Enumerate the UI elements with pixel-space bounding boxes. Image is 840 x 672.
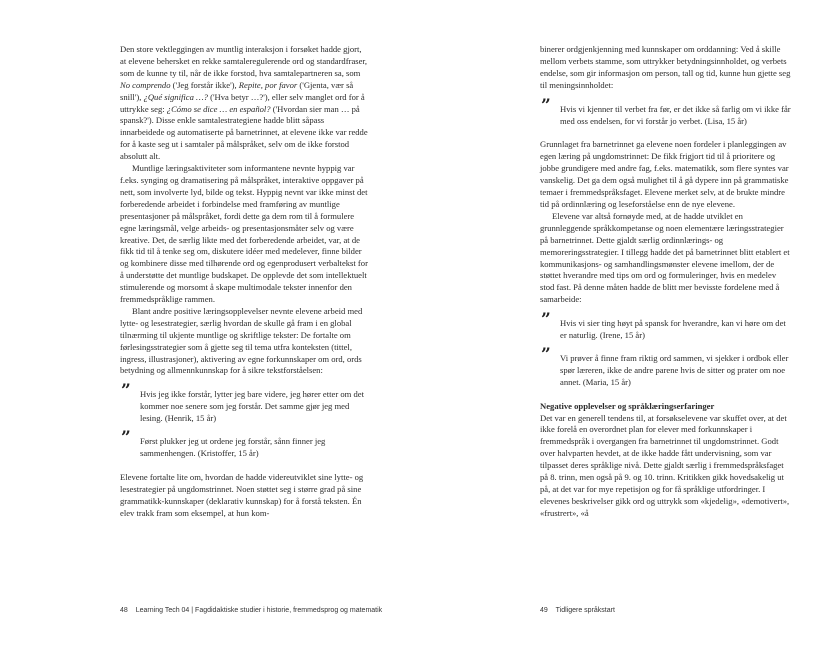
- quote-mark-icon: ”: [121, 428, 131, 449]
- left-text-column: [120, 44, 368, 520]
- right-page: [420, 0, 840, 672]
- quote-mark-icon: ”: [541, 310, 551, 331]
- quote-lisa: [540, 95, 792, 128]
- paragraph-2: Muntlige læringsaktiviteter som informantene nevnte hyppig var f.eks. synging og dramatisering på målspråket, interaktive oppgaver på nett, som involverte lyd, bilde og tekst. Hyppig nevnt var ikke minst det forberedende arbeidet i forbindelse med framføring av muntlige presentasjoner på målspråket, fordi dette ga dem rom til å formulere egne læringsmål, velge arbeids- og presentasjonsmåter selv og være kreative. Det, de særlig likte med det forberedende arbeidet, var, at de fikk tid til å tenke seg om, diskutere idéer med medelever, finne bilder og kombinere disse med tilhørende ord og egenprodusert verbaltekst for å understøtte det muntlige budskapet. De opplevde det som intellektuelt stimulerende og morsomt å skape multimodale tekster innenfor den fremmedspråklige rammen.: [120, 163, 368, 305]
- opening-paragraph: binerer ordgjenkjenning med kunnskaper om orddanning: Ved å skille mellom verbets stamme, som uttrykker betydningsinnholdet, og verbets endelse, som gir informasjon om person, tall og tid, kunne hun gjette seg til meningsinnholdet:: [540, 44, 791, 90]
- italic-phrase: Repite, por favor: [238, 79, 298, 90]
- italic-phrase: ¿Cómo se dice … en español?: [166, 103, 271, 114]
- quote-text: Først plukker jeg ut ordene jeg forstår, sånn finner jeg sammenhengen. (Kristoffer, 15 år): [140, 436, 326, 458]
- paragraph-grunnlaget: Grunnlaget fra barnetrinnet ga elevene noen fordeler i planleggingen av egen læring på ungdomstrinnet: De fikk frigjort tid til å prioritere og jobbe grundigere med andre fag, f.eks. matematikk, som flere syntes var vanskelig. Det ga dem også mulighet til å gå dypere inn på grammatiske temaer i fremmedspråksfaget. Elevene merket selv, at de brukte mindre tid på ordinnlæring og leseforståelse enn de nye elevene.: [540, 139, 789, 209]
- quote-text: Hvis vi kjenner til verbet fra før, er det ikke så farlig om vi ikke får med oss endelsen, for vi forstår jo verbet. (Lisa, 15 år): [560, 103, 791, 126]
- left-footer: [120, 607, 382, 614]
- closing-paragraph: Elevene fortalte lite om, hvordan de hadde videreutviklet sine lytte- og lesestrategier på ungdomstrinnet. Noen støttet seg i større grad på sine grammatikk-kunnskaper (deklarativ kunnskap) for å forstå teksten. Én elev trakk fram som eksempel, at hun kom-: [120, 471, 364, 518]
- right-text-column: [540, 44, 792, 520]
- quote-henrik: [120, 381, 368, 425]
- quote-mark-icon: ”: [541, 95, 551, 116]
- section-heading: Negative opplevelser og språklæringserfaringer: [540, 400, 715, 411]
- paragraph-3: Blant andre positive læringsopplevelser nevnte elevene arbeid med lytte- og lesestrategier, særlig hvordan de skulle gå fram i en global tilnærming til ukjente muntlige og skriftlige tekster: De fortalte om førlesingsstrategier som å gjette seg til tema utfra konteksten (tittel, ingress, illustrasjoner), aktivering av egne forkunnskaper om ord, ords betydning og allmennkunnskap for å sikre tekstforståelsen:: [120, 305, 363, 376]
- paragraph-1: Den store vektleggingen av muntlig interaksjon i forsøket hadde gjort, at elevene behersket en rekke samtaleregulerende ord og standardfraser, som de kunne ty til, når de ikke forstod, hva samtalepartneren sa, som No comprendo ('Jeg forstår ikke'), Repite, por favor ('Gjenta, vær så snill'), ¿Qué significa …? ('Hva betyr …?'), eller selv manglet ord for å uttrykke seg: ¿Cómo se dice … en español? ('Hvordan sier man … på spansk?'). Disse enkle samtalestrategiene hadde blitt såpass innarbeidede og automatiserte på barnetrinnet, at elevene ikke var redde for å kaste seg ut i samtaler på målspråket, selv om de ikke forstod absolutt alt.: [120, 44, 368, 162]
- quote-maria: [540, 344, 792, 389]
- quote-text: Hvis jeg ikke forstår, lytter jeg bare videre, jeg hører etter om det kommer noe senere som jeg forstår. Det samme gjør jeg med lesing. (Henrik, 15 år): [140, 389, 364, 424]
- quote-mark-icon: ”: [541, 344, 551, 365]
- italic-phrase: No comprendo: [120, 79, 171, 90]
- right-footer: [540, 607, 615, 614]
- running-title: Tidligere språkstart: [555, 607, 615, 614]
- paragraph-elevene: Elevene var altså fornøyde med, at de hadde utviklet en grunnleggende språkkompetanse og noen elementære læringsstrategier på barnetrinnet. Dette gjaldt særlig ordinnlærings- og memoreringsstrategier. I tillegg hadde det på barnetrinnet blitt etablert et kommunikasjons- og samhandlingsmønster elevene imellom, der de støttet hverandre med tips om ord og formuleringer, hvis en medelev stod fast. På denne måten hadde de blitt mer bevisste fordelene med å samarbeide:: [540, 210, 790, 305]
- quote-text: Hvis vi sier ting høyt på spansk for hverandre, kan vi høre om det er naturlig. (Irene, 15 år): [560, 318, 786, 341]
- page-number: 48: [120, 607, 128, 614]
- page-number: 49: [540, 607, 548, 614]
- quote-text: Vi prøver å finne fram riktig ord sammen, vi sjekker i ordbok eller spør læreren, ikke de andre parene hvis de sitter og prater om noe annet. (Maria, 15 år): [560, 352, 789, 387]
- quote-mark-icon: ”: [121, 381, 131, 402]
- running-title: Learning Tech 04 | Fagdidaktiske studier i historie, fremmedsprog og matematik: [135, 607, 383, 614]
- italic-phrase: ¿Qué significa …?: [143, 91, 208, 102]
- quote-kristoffer: [120, 428, 368, 460]
- quote-irene: [540, 310, 792, 342]
- paragraph-negative: Det var en generell tendens til, at forsøkselevene var skuffet over, at det ikke forelå en overordnet plan for elever med forkunnskaper i fremmedspråk i overgangen fra barnetrinnet til ungdomstrinnet. Godt over halvparten hevdet, at de ikke hadde fått undervisning, som var tilpasset deres språklige nivå. Dette gjaldt særlig i fremmedspråksfaget på 8. trinn, men også på 9. og 10. trinn. Kritikken gikk hovedsakelig ut på, at det var for mye repetisjon og for få språklige utfordringer. I elevenes beskrivelser gikk ord og uttrykk som «kjedelig», «demotivert», «frustrert», «å: [540, 412, 790, 518]
